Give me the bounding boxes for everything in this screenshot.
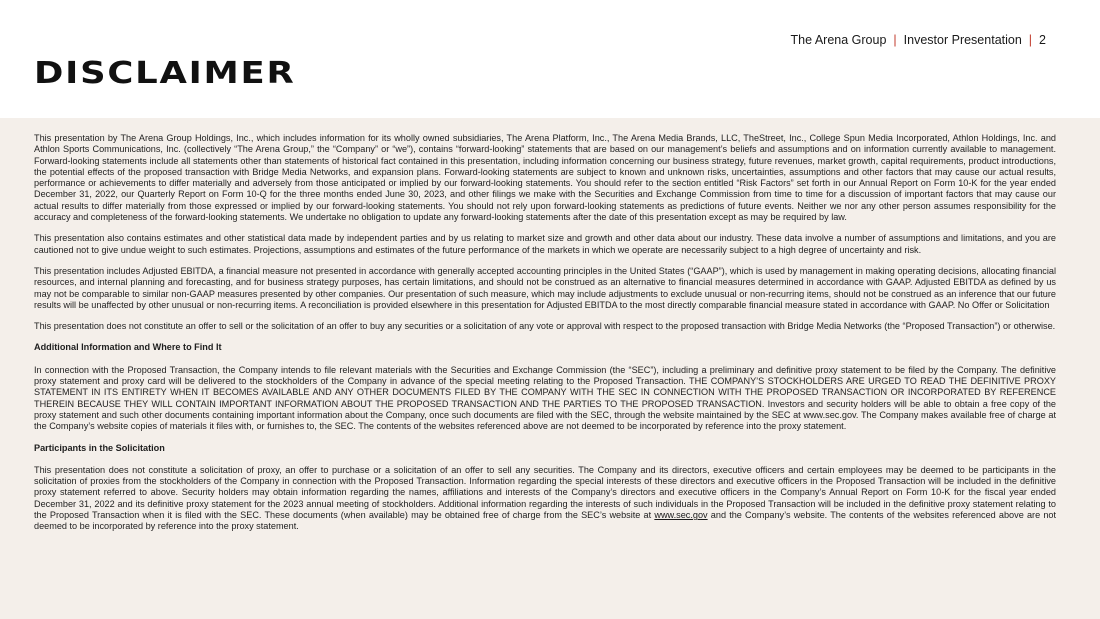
additional-info-paragraph: In connection with the Proposed Transaction, the Company intends to file relevant materials with the Securities and Exchange Commission (the “SEC”), including a preliminary and definitive proxy statement to be filed by the Company. The definitive proxy statement and proxy card will be delivered to the stockholders of the Company in advance of the special meeting relating to the Proposed Transaction. THE COMPANY’S STOCKHOLDERS ARE URGED TO READ THE DEFINITIVE PROXY STATEMENT IN ITS ENTIRETY WHEN IT BECOMES AVAILABLE AND ANY OTHER DOCUMENTS FILED BY THE COMPANY WITH THE SEC IN CONNECTION WITH THE PROPOSED TRANSACTION OR INCORPORATED BY REFERENCE THEREIN BECAUSE THEY WILL CONTAIN IMPORTANT INFORMATION ABOUT THE PROPOSED TRANSACTION AND THE PARTIES TO THE PROPOSED TRANSACTION. Investors and security holders will be able to obtain a free copy of the proxy statement and such other documents containing important information about the Company, once such documents are filed with the SEC, through the website maintained by the SEC at www.sec.gov. The Company makes available free of charge at the Company’s website copies of materials it files with, or furnishes to, the SEC. The contents of the websites referenced above are not deemed to be incorporated by reference into the proxy statement. [34,364,1056,432]
slide-header-meta [791,33,1046,47]
participants-heading: Participants in the Solicitation [34,442,165,453]
page-title: DISCLAIMER [34,56,296,91]
additional-info-heading: Additional Information and Where to Find It [34,342,222,353]
participants-text-end: and the Company’s website. The contents of the websites referenced above are not deemed to be incorporated by reference into the proxy statement. [34,510,1057,532]
page-number: 2 [1039,33,1046,47]
slide-header [0,0,1100,118]
disclaimer-body [0,118,1100,619]
adjusted-ebitda-paragraph: This presentation includes Adjusted EBITDA, a financial measure not presented in accordance with generally accepted accounting principles in the United States (“GAAP”), which is used by management in making operating decisions, allocating financial resources, and internal planning and forecasting, and for business strategy purposes, has certain limitations, and should not be construed as an alternative to financial measures determined in accordance with GAAP. Adjusted EBITDA as defined by us may not be comparable to similar non-GAAP measures presented by other companies. Our presentation of such measure, which may include adjustments to exclude unusual or non-recurring items, should not be construed as an inference that our future results will be unaffected by other unusual or non-recurring items. A reconciliation is provided elsewhere in this presentation for Adjusted EBITDA to the most directly comparable financial measure stated in accordance with GAAP. No Offer or Solicitation [34,265,1056,310]
no-offer-paragraph: This presentation does not constitute an offer to sell or the solicitation of an offer to buy any securities or a solicitation of any vote or approval with respect to the proposed transaction with Bridge Media Networks (the “Proposed Transaction”) or otherwise. [34,321,1056,332]
participants-text-start: This presentation does not constitute a solicitation of proxy, an offer to purchase or a solicitation of an offer to sell any securities. The Company and its directors, executive officers and certain employees may be deemed to be participants in the solicitation of proxies from the stockholders of the Company in connection with the Proposed Transaction. Information regarding the special interests of these directors and executive officers in the Proposed Transaction will be included in the definitive proxy statement referred to above. Security holders may obtain information regarding the names, affiliations and interests of the Company’s directors and executive officers in the Company’s Annual Report on Form 10-K for the fiscal year ended December 31, 2022 and its definitive proxy statement for the 2023 annual meeting of stockholders. Additional information regarding the interests of such individuals in the Proposed Transaction will be included in the definitive proxy statement relating to the Proposed Transaction when it is filed with the SEC. These documents (when available) may be obtained free of charge from the SEC’s website at [34,464,1056,521]
separator: | [893,33,897,47]
forward-looking-paragraph: This presentation by The Arena Group Holdings, Inc., which includes information for its wholly owned subsidiaries, The Arena Platform, Inc., The Arena Media Brands, LLC, TheStreet, Inc., College Spun Media Incorporated, Athlon Holdings, Inc. and Athlon Sports Communications, Inc. (collectively “The Arena Group,” the “Company” or “we”), contains “forward-looking” statements that are based on our management’s beliefs and assumptions and on information currently available to management. Forward-looking statements include all statements other than statements of historical fact contained in this presentation, including information concerning our business strategy, future revenues, market growth, capital requirements, product introductions, the potential effects of the proposed transaction with Bridge Media Networks, and expansion plans. Forward-looking statements are subject to known and unknown risks, uncertainties, assumptions and other factors that may cause our actual results, performance or achievements to differ materially and adversely from those anticipated or implied by our forward-looking statements. You should refer to the section entitled “Risk Factors” set forth in our Annual Report on Form 10-K for the year ended December 31, 2022, our Quarterly Report on Form 10-Q for the three months ended June 30, 2023, and other filings we make with the Securities and Exchange Commission from time to time for a discussion of important factors that may cause our actual results to differ materially from those expressed or implied by our forward-looking statements. You should not rely upon forward-looking statements as predictions of future events. Neither we nor any other person assumes responsibility for the accuracy and completeness of the forward-looking statements. We undertake no obligation to update any forward-looking statements after the date of this presentation except as may be required by law. [34,133,1056,223]
separator: | [1028,33,1033,47]
section-name: Investor Presentation [903,33,1022,47]
estimates-paragraph: This presentation also contains estimates and other statistical data made by independent parties and by us relating to market size and growth and other data about our industry. These data involve a number of assumptions and limitations, and you are cautioned not to give undue weight to such estimates. Projections, assumptions and estimates of the future performance of the markets in which we operate are necessarily subject to a high degree of uncertainty and risk. [34,233,1056,255]
company-name: The Arena Group [790,33,887,47]
sec-website-link[interactable]: www.sec.gov [654,510,708,521]
participants-paragraph [34,465,1056,533]
